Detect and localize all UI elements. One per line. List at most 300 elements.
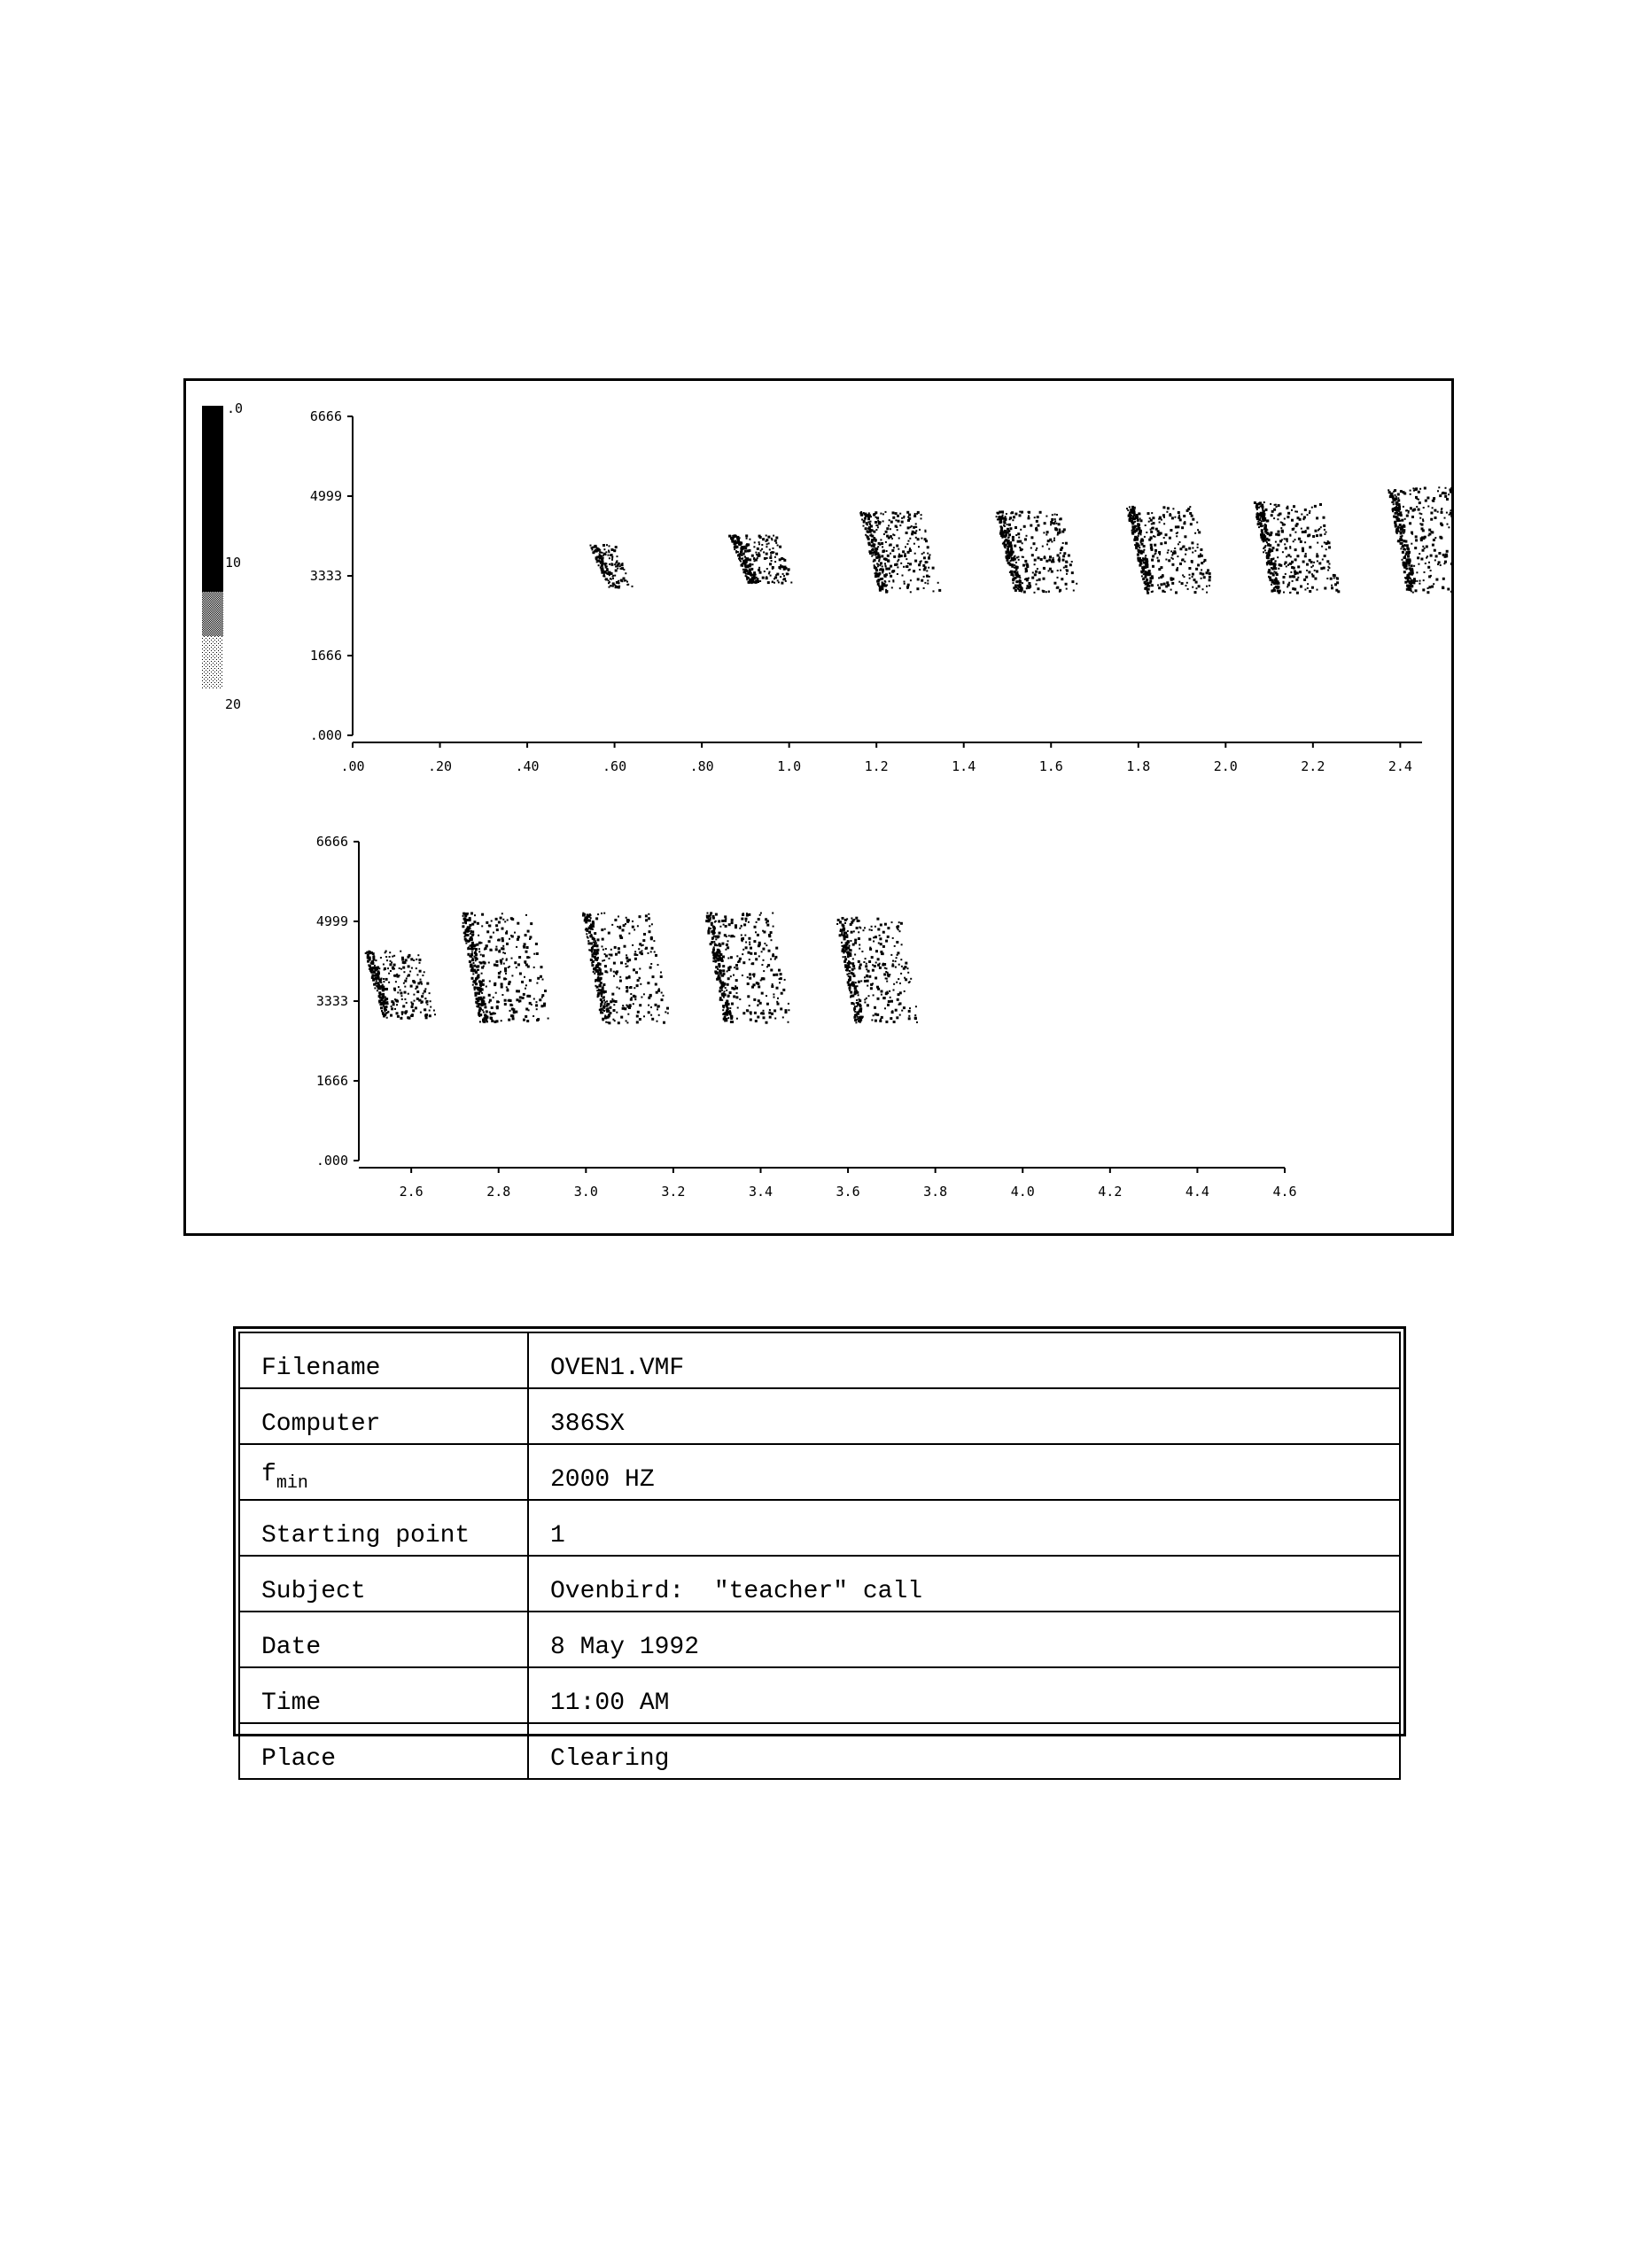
spectro-pixel (616, 561, 618, 563)
spectro-pixel (1053, 522, 1055, 524)
spectro-pixel (755, 958, 758, 960)
spectro-pixel (1323, 517, 1325, 519)
spectro-pixel (1427, 587, 1429, 589)
spectro-pixel (592, 925, 595, 928)
spectro-pixel (481, 913, 484, 916)
spectro-pixel (1059, 589, 1061, 592)
spectro-pixel (1309, 512, 1310, 514)
spectro-pixel (762, 577, 765, 579)
spectro-pixel (478, 942, 481, 944)
spectro-pixel (1197, 544, 1199, 546)
spectro-pixel (863, 520, 866, 523)
spectro-pixel (597, 560, 600, 563)
spectro-pixel (1446, 498, 1449, 501)
spectro-pixel (881, 542, 883, 545)
spectro-pixel (478, 998, 481, 1000)
spectro-pixel (600, 567, 602, 569)
spectro-pixel (1145, 576, 1147, 579)
spectro-pixel (1163, 517, 1165, 518)
spectro-pixel (609, 1006, 611, 1009)
spectro-pixel (749, 573, 750, 575)
spectro-pixel (533, 953, 535, 955)
spectro-pixel (729, 966, 732, 968)
spectro-pixel (728, 935, 730, 936)
spectro-pixel (633, 995, 635, 998)
spectro-pixel (843, 956, 844, 958)
spectro-pixel (749, 579, 750, 581)
spectro-pixel (1203, 561, 1205, 563)
spectrogram-panel-bottom (316, 834, 1297, 1200)
spectro-pixel (1307, 583, 1309, 585)
spectro-pixel (1033, 542, 1036, 545)
spectro-pixel (763, 551, 765, 553)
spectro-pixel (1415, 496, 1418, 499)
spectro-pixel (876, 918, 879, 920)
spectro-pixel (721, 920, 724, 922)
spectro-pixel (1038, 556, 1040, 559)
spectro-pixel (713, 941, 715, 943)
spectro-pixel (536, 952, 539, 955)
spectro-pixel (1140, 571, 1143, 573)
spectro-pixel (1151, 512, 1153, 514)
spectro-pixel (641, 997, 642, 998)
spectro-pixel (1395, 521, 1396, 523)
spectro-pixel (729, 991, 732, 994)
spectro-pixel (763, 1010, 765, 1012)
table-row (239, 1723, 1400, 1779)
spectro-pixel (498, 939, 501, 942)
spectro-pixel (1150, 519, 1153, 522)
spectro-pixel (899, 930, 901, 932)
table-row (239, 1388, 1400, 1444)
spectro-pixel (540, 966, 543, 968)
spectro-pixel (1007, 532, 1009, 534)
spectro-pixel (1400, 490, 1403, 493)
spectro-pixel (1136, 530, 1138, 532)
spectro-pixel (859, 966, 860, 967)
spectro-pixel (401, 957, 404, 959)
spectro-pixel (1321, 546, 1323, 548)
spectro-pixel (1151, 591, 1153, 593)
spectro-pixel (1450, 591, 1451, 593)
spectro-pixel (887, 1004, 890, 1006)
spectro-pixel (1401, 527, 1403, 529)
spectro-pixel (1171, 582, 1174, 585)
spectro-pixel (604, 563, 606, 564)
spectro-pixel (1052, 514, 1053, 516)
spectro-pixel (528, 1009, 530, 1011)
spectro-pixel (1003, 524, 1005, 526)
spectro-pixel (548, 1018, 549, 1020)
spectro-pixel (757, 1005, 758, 1006)
spectro-pixel (784, 979, 786, 981)
spectro-pixel (656, 991, 658, 994)
spectro-pixel (1401, 519, 1403, 522)
spectro-pixel (1263, 525, 1264, 527)
spectro-pixel (899, 1014, 901, 1016)
spectro-pixel (884, 923, 887, 926)
spectro-pixel (857, 1019, 859, 1021)
spectro-pixel (875, 521, 877, 524)
spectro-pixel (773, 926, 774, 928)
spectro-pixel (599, 555, 602, 557)
spectro-pixel (758, 554, 760, 556)
spectro-pixel (625, 963, 626, 965)
spectro-pixel (582, 913, 584, 914)
spectro-pixel (1140, 540, 1142, 542)
row-value-subject: Ovenbird: "teacher" call (528, 1556, 1400, 1612)
spectro-pixel (711, 938, 713, 940)
spectro-pixel (1162, 514, 1165, 517)
table-row (239, 1556, 1400, 1612)
spectro-pixel (882, 584, 884, 586)
spectro-pixel (599, 963, 602, 966)
spectro-pixel (771, 985, 773, 988)
spectro-pixel (597, 550, 599, 552)
spectro-pixel (723, 924, 725, 926)
spectro-pixel (1024, 560, 1027, 563)
spectro-pixel (1146, 571, 1147, 573)
spectro-pixel (1444, 495, 1447, 498)
spectro-pixel (1155, 528, 1158, 531)
spectro-pixel (1294, 558, 1297, 561)
spectro-pixel (1000, 525, 1002, 527)
spectro-pixel (421, 983, 423, 985)
spectro-pixel (1032, 571, 1034, 573)
spectro-pixel (1177, 567, 1178, 569)
y-tick-label: 1666 (315, 1073, 348, 1089)
spectro-pixel (638, 948, 640, 950)
spectro-pixel (1263, 513, 1265, 516)
spectro-pixel (859, 927, 860, 928)
spectro-pixel (605, 579, 607, 580)
spectro-pixel (1284, 524, 1286, 525)
spectro-pixel (1256, 509, 1258, 510)
spectro-pixel (881, 1016, 883, 1019)
spectro-pixel (606, 972, 608, 974)
spectro-pixel (1435, 555, 1438, 557)
spectro-pixel (1326, 578, 1328, 579)
spectro-pixel (756, 921, 758, 923)
spectro-pixel (623, 569, 625, 571)
spectro-pixel (758, 918, 760, 920)
spectro-pixel (481, 942, 483, 944)
spectro-pixel (1143, 545, 1146, 548)
spectro-pixel (1136, 514, 1139, 517)
spectro-pixel (616, 970, 618, 973)
spectro-pixel (408, 993, 409, 995)
spectro-pixel (710, 943, 712, 945)
spectro-pixel (498, 921, 501, 924)
spectro-pixel (742, 1012, 745, 1014)
spectro-pixel (766, 546, 767, 548)
spectro-pixel (385, 951, 387, 952)
spectro-pixel (517, 938, 519, 941)
spectro-pixel (517, 922, 519, 925)
spectro-pixel (771, 560, 773, 562)
spectro-pixel (1437, 511, 1439, 513)
spectro-pixel (608, 555, 610, 556)
spectro-pixel (904, 583, 906, 585)
spectro-pixel (494, 1013, 496, 1014)
spectro-pixel (1404, 518, 1406, 520)
spectro-pixel (623, 1007, 626, 1010)
spectro-pixel (650, 963, 652, 965)
spectro-pixel (586, 933, 587, 935)
spectro-pixel (508, 967, 509, 968)
x-tick-label: 3.8 (923, 1184, 948, 1200)
spectro-pixel (1408, 558, 1411, 561)
spectro-pixel (1406, 585, 1409, 587)
spectro-pixel (1196, 587, 1198, 589)
spectro-pixel (1311, 507, 1313, 509)
spectro-pixel (760, 550, 762, 552)
spectro-pixel (493, 932, 494, 934)
spectro-pixel (1173, 550, 1176, 553)
spectro-pixel (908, 1015, 910, 1017)
spectro-pixel (1066, 573, 1068, 575)
spectro-pixel (618, 988, 620, 990)
spectro-pixel (515, 1011, 517, 1014)
spectro-pixel (412, 1009, 415, 1012)
row-value-fmin: 2000 HZ (528, 1444, 1400, 1500)
spectro-pixel (518, 1001, 520, 1003)
spectro-pixel (1209, 572, 1211, 575)
spectro-pixel (1404, 581, 1407, 584)
spectro-pixel (424, 1008, 426, 1011)
spectro-pixel (870, 987, 873, 990)
spectro-pixel (1153, 535, 1154, 537)
spectro-pixel (475, 1001, 478, 1004)
spectro-pixel (1192, 548, 1193, 549)
spectro-pixel (724, 920, 727, 922)
spectro-pixel (1275, 533, 1278, 536)
spectro-pixel (622, 1005, 624, 1006)
spectro-pixel (847, 947, 850, 950)
spectro-pixel (380, 1004, 382, 1006)
spectro-pixel (1056, 514, 1058, 516)
spectro-pixel (772, 983, 773, 985)
spectro-pixel (1324, 555, 1326, 557)
spectro-pixel (1030, 585, 1031, 586)
spectro-pixel (1170, 529, 1172, 532)
spectro-pixel (867, 542, 870, 545)
spectro-pixel (845, 969, 847, 971)
spectro-pixel (874, 559, 876, 562)
spectro-pixel (1278, 582, 1280, 585)
spectro-pixel (1271, 584, 1272, 586)
spectro-pixel (1049, 568, 1052, 571)
spectro-pixel (1266, 554, 1268, 555)
spectro-pixel (1014, 585, 1017, 587)
spectro-pixel (1008, 557, 1010, 559)
spectro-pixel (850, 967, 851, 968)
spectro-pixel (611, 998, 613, 1000)
spectro-pixel (883, 973, 886, 975)
spectro-pixel (1311, 586, 1314, 589)
spectro-pixel (419, 970, 422, 973)
spectro-pixel (1127, 509, 1129, 511)
spectro-pixel (622, 563, 624, 564)
spectro-pixel (898, 921, 900, 923)
spectro-pixel (918, 563, 921, 566)
spectro-pixel (788, 1003, 789, 1005)
spectro-pixel (840, 928, 842, 930)
spectro-pixel (500, 960, 502, 963)
spectro-pixel (720, 975, 722, 977)
spectro-pixel (848, 952, 850, 954)
spectro-pixel (624, 945, 626, 948)
spectro-pixel (881, 994, 882, 996)
spectro-pixel (927, 579, 929, 581)
spectro-pixel (1184, 535, 1186, 538)
spectro-pixel (1152, 565, 1154, 568)
spectro-pixel (780, 568, 781, 570)
spectro-pixel (430, 1000, 431, 1002)
spectro-pixel (844, 922, 846, 924)
spectro-pixel (721, 943, 724, 945)
spectro-pixel (591, 951, 593, 953)
spectro-pixel (727, 968, 730, 971)
spectro-pixel (1423, 579, 1425, 581)
spectro-pixel (1309, 590, 1311, 593)
spectro-pixel (885, 565, 887, 567)
spectro-pixel (613, 962, 616, 965)
spectro-pixel (1042, 546, 1044, 548)
spectro-pixel (774, 1018, 776, 1020)
spectro-pixel (619, 980, 622, 983)
spectro-pixel (741, 918, 743, 920)
spectro-pixel (908, 570, 910, 571)
spectro-pixel (593, 952, 595, 955)
spectro-pixel (1430, 518, 1433, 521)
spectro-pixel (785, 1011, 788, 1014)
spectro-pixel (762, 538, 765, 540)
spectro-pixel (426, 1004, 428, 1006)
spectro-pixel (900, 922, 903, 925)
spectro-pixel (1260, 533, 1263, 536)
spectro-pixel (1279, 513, 1282, 516)
spectro-pixel (1187, 588, 1189, 590)
spectro-pixel (1016, 571, 1018, 573)
spectro-pixel (1402, 559, 1403, 561)
spectro-pixel (885, 940, 888, 943)
spectro-pixel (887, 927, 890, 929)
spectro-pixel (1392, 493, 1394, 494)
spectro-pixel (1315, 530, 1318, 532)
spectro-pixel (1201, 562, 1203, 564)
spectro-pixel (627, 919, 630, 921)
spectro-pixel (1286, 538, 1288, 540)
spectro-pixel (1159, 522, 1161, 524)
spectro-pixel (610, 949, 612, 951)
spectro-pixel (1416, 580, 1418, 582)
spectro-pixel (636, 954, 638, 956)
spectro-pixel (707, 913, 709, 914)
spectro-pixel (601, 558, 602, 560)
spectro-pixel (758, 552, 760, 554)
spectro-pixel (872, 983, 874, 984)
spectro-pixel (1281, 539, 1283, 540)
spectro-pixel (756, 982, 758, 984)
spectro-pixel (766, 577, 768, 579)
spectro-pixel (1179, 541, 1181, 543)
spectro-pixel (479, 962, 482, 965)
spectro-pixel (1176, 569, 1178, 571)
spectro-pixel (1333, 574, 1336, 577)
spectro-pixel (641, 944, 642, 946)
spectro-pixel (720, 986, 723, 989)
spectro-pixel (1139, 559, 1141, 562)
spectro-pixel (873, 941, 875, 943)
spectro-pixel (896, 545, 898, 548)
spectro-pixel (1331, 586, 1333, 589)
spectro-pixel (1314, 505, 1317, 508)
spectro-pixel (749, 1005, 750, 1006)
spectro-pixel (1302, 518, 1304, 520)
spectro-pixel (848, 956, 850, 958)
spectro-pixel (722, 1009, 724, 1011)
spectro-pixel (863, 961, 865, 963)
spectro-pixel (370, 968, 373, 971)
call-note (590, 544, 634, 589)
spectro-pixel (377, 967, 379, 969)
spectro-pixel (1178, 543, 1179, 545)
spectro-pixel (635, 971, 638, 974)
spectro-pixel (843, 937, 846, 940)
x-tick-label: 4.4 (1185, 1184, 1209, 1200)
spectro-pixel (885, 992, 888, 995)
spectro-pixel (1057, 534, 1059, 536)
spectro-pixel (507, 989, 509, 990)
x-tick-label: 1.0 (777, 758, 802, 774)
spectro-pixel (479, 1021, 481, 1022)
spectro-pixel (404, 991, 407, 994)
spectro-pixel (604, 571, 606, 572)
spectro-pixel (383, 981, 385, 983)
spectro-pixel (736, 992, 738, 994)
spectro-pixel (424, 990, 426, 993)
spectro-pixel (626, 990, 628, 991)
spectro-pixel (1022, 564, 1025, 567)
spectro-pixel (614, 584, 616, 586)
spectro-pixel (1395, 502, 1398, 505)
spectro-pixel (637, 925, 639, 927)
spectro-pixel (906, 532, 908, 534)
spectro-pixel (910, 591, 912, 593)
spectro-pixel (1160, 542, 1162, 545)
call-note (996, 510, 1078, 593)
spectro-pixel (595, 917, 598, 920)
spectro-pixel (880, 951, 882, 953)
spectro-pixel (1422, 520, 1424, 522)
spectro-pixel (601, 564, 603, 567)
spectro-pixel (742, 953, 743, 955)
spectro-pixel (710, 914, 711, 916)
spectro-pixel (710, 917, 711, 919)
spectro-pixel (1287, 540, 1288, 542)
spectro-pixel (1009, 527, 1012, 530)
spectro-pixel (599, 967, 601, 969)
spectro-pixel (661, 998, 664, 1001)
spectro-pixel (1191, 515, 1193, 517)
spectro-pixel (1294, 510, 1296, 512)
spectro-pixel (663, 1021, 665, 1024)
spectro-pixel (886, 981, 888, 983)
spectro-pixel (769, 1009, 771, 1011)
spectro-pixel (598, 973, 601, 975)
spectro-pixel (842, 917, 844, 920)
